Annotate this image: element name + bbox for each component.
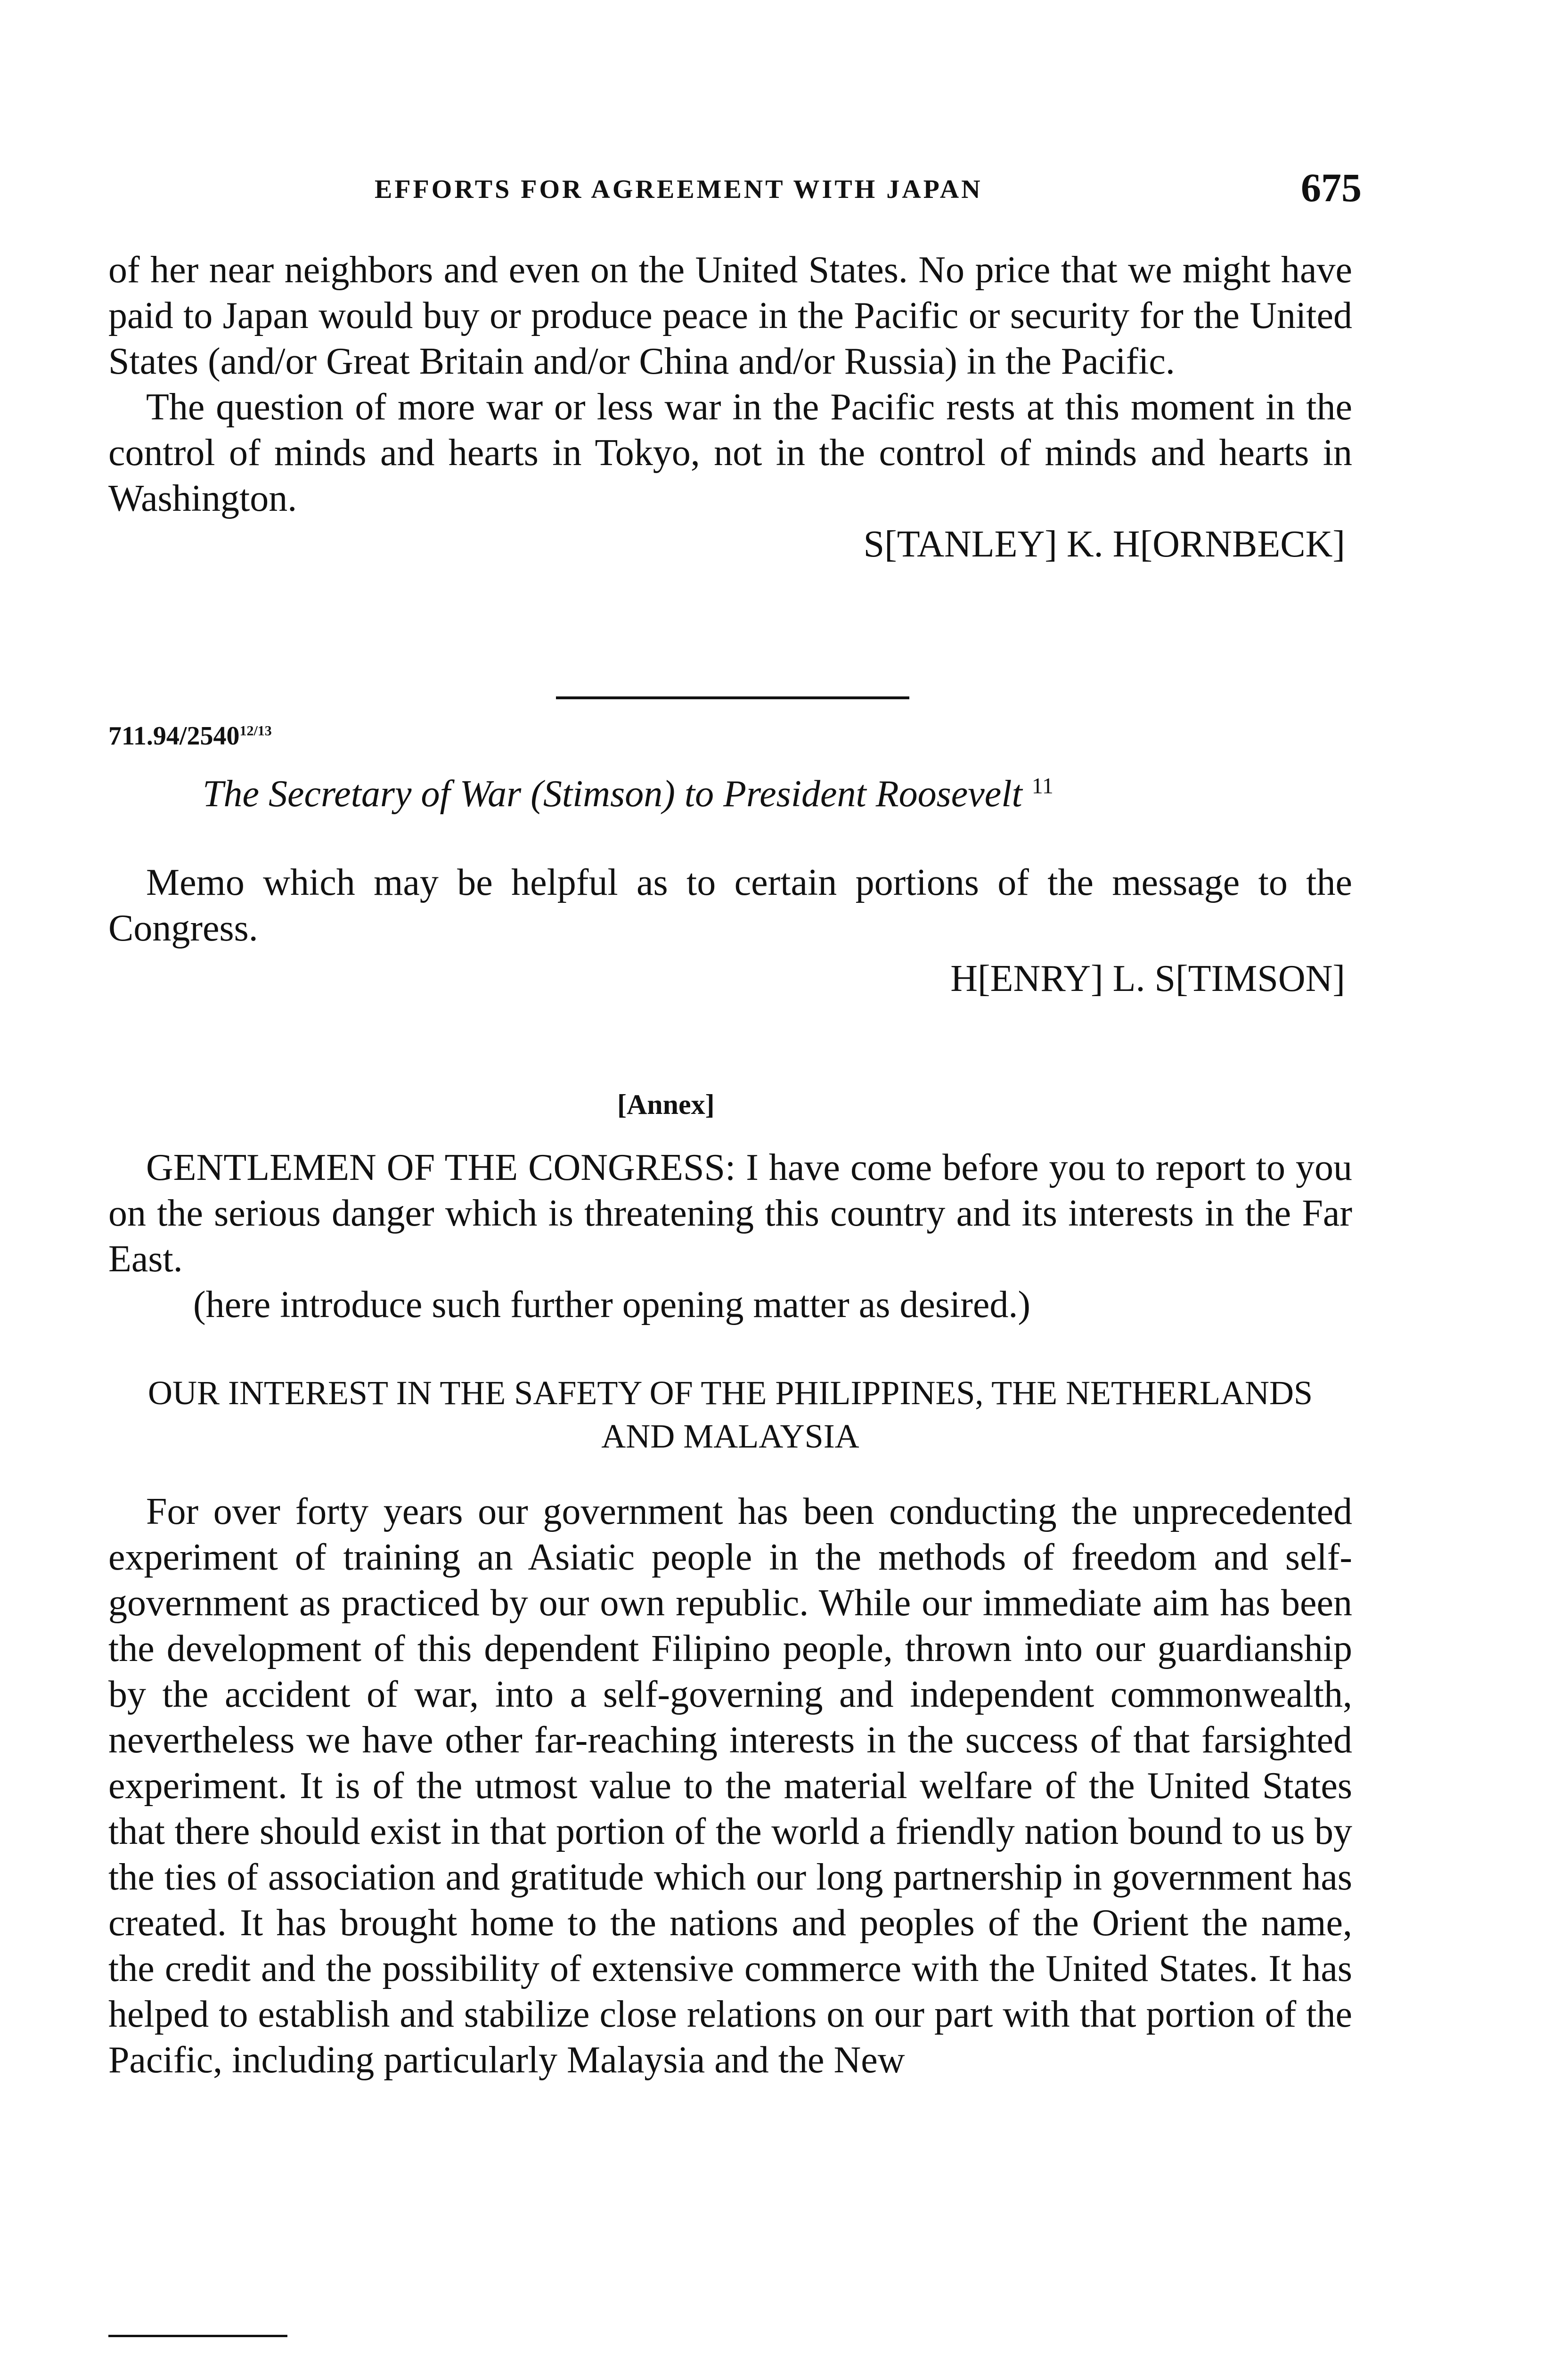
footnote-reference: 11 [1031,773,1054,799]
stimson-memo-body: Memo which may be helpful as to certain portions of the message to the Congress. [108,862,1352,949]
file-number-fraction: 12/13 [239,723,272,739]
salutation: GENTLEMEN OF THE CONGRESS: [146,1147,736,1188]
stimson-memo [108,860,1352,1002]
section-heading-line-2: AND MALAYSIA [601,1417,859,1455]
annex-paragraph-3: For over forty years our government has been conducting the unprecedented experiment of training an Asiatic people in the methods of freedom and self-government as practiced by our own republic. While our immediate aim has been the development of this dependent Filipino people, thrown into our guardianship by the accident of war, into a self-governing and independent commonwealth, nevertheless we have other far-reaching interests in the success of that farsighted experiment. It is of the utmost value to the material welfare of the United States that there should exist in that portion of the world a friendly nation bound to us by the ties of association and gratitude which our long partnership in government has created. It has brought home to the nations and peoples of the Orient the name, the credit and the possibility of extensive commerce with the United States. It has helped to establish and stabilize close relations on our part with that portion of the Pacific, including particularly Malaysia and the New [108,1491,1352,2081]
hornbeck-signature: S[TANLEY] K. H[ORNBECK] [863,524,1345,565]
annex-paragraph-2: (here introduce such further opening matter as desired.) [193,1284,1031,1325]
annex-paragraph-1 [108,1145,1352,1282]
annex-opening [108,1145,1352,1328]
annex-body [108,1489,1352,2083]
section-heading-line-1: OUR INTEREST IN THE SAFETY OF THE PHILIPPINES, THE NETHERLANDS [147,1374,1313,1412]
page-header [108,165,1362,226]
file-number-text: 711.94/2540 [108,721,240,751]
document-title-text: The Secretary of War (Stimson) to President Roosevelt [203,773,1022,815]
document-title [203,773,1054,816]
annex-label: [Annex] [617,1089,715,1120]
annex-paragraph-1-text: I have come before you to report to you on the serious danger which is threatening this country and its interests in the Far East. [108,1147,1352,1280]
memo-paragraph-2: The question of more war or less war in the Pacific rests at this moment in the control of minds and hearts in Tokyo, not in the control of minds and hearts in Washington. [108,386,1352,519]
footnote [108,2351,1352,2356]
hornbeck-memo-continuation [108,247,1352,567]
memo-paragraph-1: of her near neighbors and even on the United States. No price that we might have paid to Japan would buy or produce peace in the Pacific or security for the United States (and/or Great Britain and/or China and/or Russia) in the Pacific. [108,249,1352,382]
stimson-signature: H[ENRY] L. S[TIMSON] [950,958,1345,999]
footnote-rule [108,2335,287,2337]
file-number [108,721,272,751]
page-number: 675 [1301,165,1362,210]
section-divider [556,696,909,699]
section-heading [108,1371,1352,1458]
running-title: EFFORTS FOR AGREEMENT WITH JAPAN [375,175,983,204]
